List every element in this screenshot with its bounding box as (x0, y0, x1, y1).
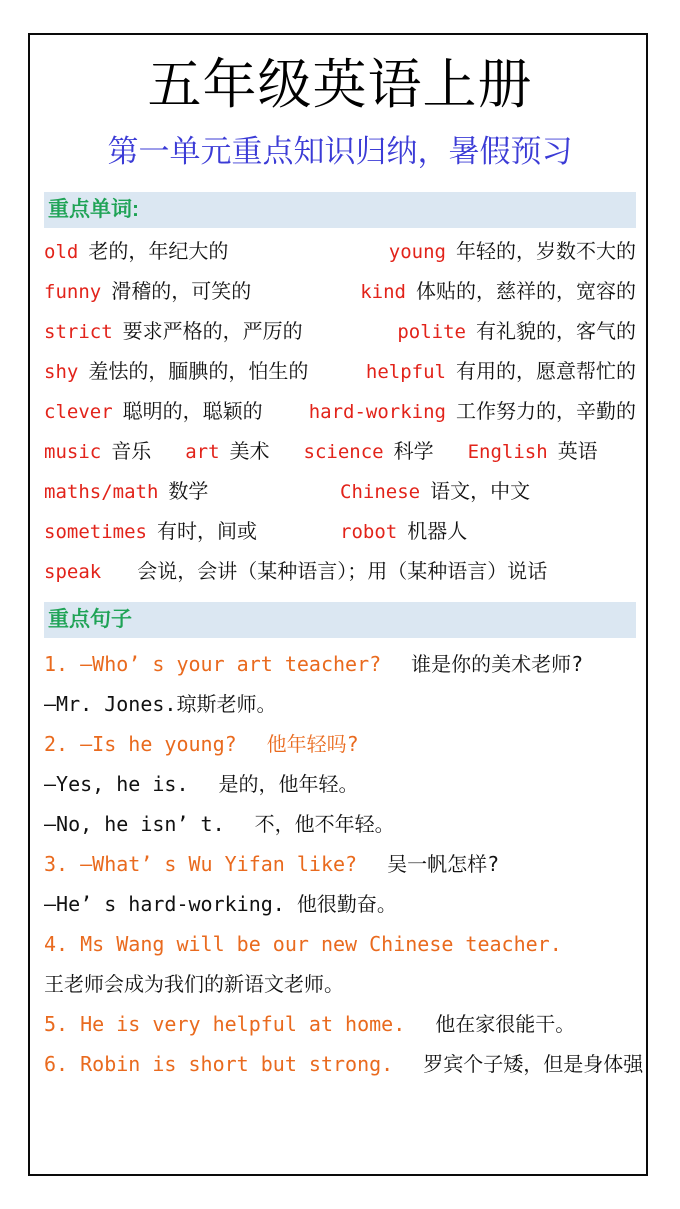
words-section-header: 重点单词: (44, 192, 636, 228)
chinese-meaning: 英语 (557, 441, 598, 464)
english-word: robot (340, 521, 398, 544)
english-word: English (467, 441, 548, 464)
chinese-meaning: 要求严格的，严厉的 (122, 321, 303, 344)
word-pair (44, 352, 308, 392)
chinese-meaning: 机器人 (407, 521, 468, 544)
chinese-meaning: 工作努力的，辛勤的 (456, 401, 636, 424)
english-word: young (388, 241, 446, 264)
chinese-meaning: 羞怯的，腼腆的，怕生的 (88, 361, 309, 384)
english-word: speak (44, 561, 102, 584)
word-pair (185, 441, 269, 463)
word-pair (304, 441, 434, 463)
page-title: 五年级英语上册 (147, 55, 533, 115)
chinese-meaning: 会说，会讲（某种语言）；用（某种语言）说话 (137, 561, 548, 584)
sentence-segment: 2. —Is he young? (44, 732, 237, 757)
sentence-line (44, 884, 636, 924)
sentence-line (44, 644, 636, 684)
vocab-row (44, 512, 636, 552)
chinese-meaning: 滑稽的，可笑的 (111, 281, 252, 304)
sentence-line (44, 804, 636, 844)
vocab-list (44, 232, 636, 592)
sentence-segment: —Mr. Jones.琼斯老师。 (44, 692, 277, 717)
vocab-row (44, 552, 636, 592)
english-word: kind (360, 281, 406, 304)
sentence-segment: 不，他不年轻。 (254, 812, 395, 837)
sentence-segment: 4. Ms Wang will be our new Chinese teacher. (44, 932, 562, 957)
chinese-meaning: 科学 (393, 441, 434, 464)
sentence-segment: 吴一帆怎样? (387, 852, 500, 877)
sentence-line (44, 844, 636, 884)
word-pair (44, 392, 263, 432)
sentence-segment: —Yes, he is. (44, 772, 189, 797)
word-pair (44, 472, 340, 512)
english-word: sometimes (44, 521, 147, 544)
sentences-section-header: 重点句子 (44, 602, 636, 638)
sentence-segment: 王老师会成为我们的新语文老师。 (44, 972, 344, 997)
word-pair (340, 472, 530, 512)
sentence-segment: 他在家很能干。 (435, 1012, 576, 1037)
sentence-list (44, 644, 644, 1084)
word-pair (44, 272, 251, 312)
word-pair (44, 232, 228, 272)
sentence-line (44, 964, 636, 1004)
chinese-meaning: 聪明的，聪颖的 (122, 401, 263, 424)
worksheet (28, 33, 648, 1176)
word-pair (44, 561, 547, 583)
english-word: music (44, 441, 102, 464)
sentence-segment: —He’ s hard-working. 他很勤奋。 (44, 892, 397, 917)
sentence-segment: 3. —What’ s Wu Yifan like? (44, 852, 358, 877)
word-pair (389, 232, 636, 272)
sentence-line (44, 764, 636, 804)
sentence-segment: 5. He is very helpful at home. (44, 1012, 406, 1037)
sentence-segment: 谁是你的美术老师? (411, 652, 584, 677)
sentence-segment: 1. —Who’ s your art teacher? (44, 652, 382, 677)
english-word: art (185, 441, 220, 464)
sentence-line (44, 684, 636, 724)
sentence-segment: 罗宾个子矮，但是身体强 (423, 1052, 644, 1077)
vocab-row (44, 472, 636, 512)
vocab-row (44, 432, 636, 472)
chinese-meaning: 体贴的，慈祥的，宽容的 (416, 281, 636, 304)
chinese-meaning: 老的，年纪大的 (88, 241, 229, 264)
english-word: shy (44, 361, 79, 384)
sentence-segment: 6. Robin is short but strong. (44, 1052, 394, 1077)
chinese-meaning: 有用的，愿意帮忙的 (456, 361, 636, 384)
word-pair (340, 512, 467, 552)
english-word: Chinese (340, 481, 421, 504)
chinese-meaning: 年轻的，岁数不大的 (456, 241, 636, 264)
sentence-line (44, 1004, 636, 1044)
word-pair (468, 441, 598, 463)
vocab-row (44, 312, 636, 352)
vocab-row (44, 272, 636, 312)
word-pair (44, 312, 303, 352)
word-pair (360, 272, 636, 312)
english-word: helpful (365, 361, 446, 384)
sentence-segment: 他年轻吗? (266, 732, 359, 757)
sentence-segment: 是的，他年轻。 (218, 772, 359, 797)
english-word: polite (397, 321, 466, 344)
sentence-line (44, 724, 636, 764)
word-pair (366, 352, 636, 392)
vocab-row (44, 352, 636, 392)
english-word: funny (44, 281, 102, 304)
word-pair (44, 441, 151, 463)
chinese-meaning: 语文，中文 (430, 481, 531, 504)
vocab-row (44, 392, 636, 432)
english-word: maths/math (44, 481, 159, 504)
sentence-segment: —No, he isn’ t. (44, 812, 225, 837)
chinese-meaning: 音乐 (111, 441, 152, 464)
word-pair (397, 312, 636, 352)
word-pair (309, 392, 636, 432)
english-word: science (303, 441, 384, 464)
english-word: hard-working (308, 401, 446, 424)
english-word: old (44, 241, 79, 264)
page-subtitle: 第一单元重点知识归纳，暑假预习 (107, 133, 573, 169)
english-word: strict (44, 321, 113, 344)
chinese-meaning: 有时，间或 (156, 521, 257, 544)
sentence-line (44, 1044, 644, 1084)
vocab-row (44, 232, 636, 272)
word-pair (44, 512, 340, 552)
chinese-meaning: 有礼貌的，客气的 (476, 321, 636, 344)
chinese-meaning: 美术 (229, 441, 270, 464)
english-word: clever (44, 401, 113, 424)
sentence-line (44, 924, 636, 964)
chinese-meaning: 数学 (168, 481, 209, 504)
